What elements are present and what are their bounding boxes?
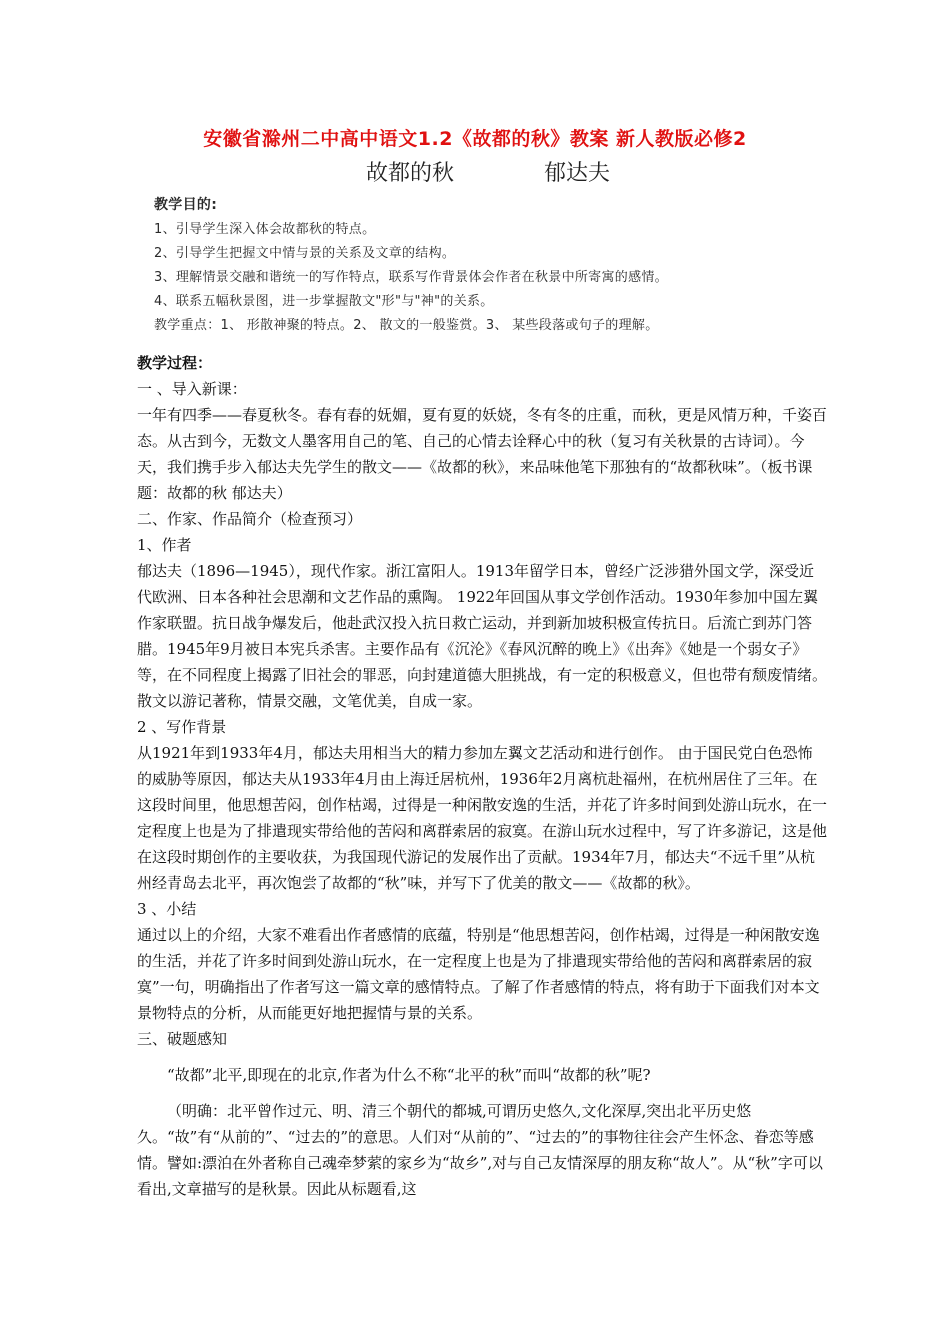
body-paragraph: 一年有四季——春夏秋冬。春有春的妩媚，夏有夏的妖娆，冬有冬的庄重，而秋，更是风情万种，千姿百态。从古到今，无数文人墨客用自己的笔、自己的心情去诠释心中的秋（复习有关秋景的古诗词）。今天，我们携手步入郁达夫先学生的散文——《故都的秋》，来品味他笔下那独有的“故都秋味”。（板书课题：故都的秋 郁达夫）: [137, 406, 828, 502]
key-points-line: 教学重点：1、 形散神聚的特点。2、 散文的一般鉴赏。3、 某些段落或句子的理解。: [154, 318, 659, 333]
body-paragraph: （明确：北平曾作过元、明、清三个朝代的都城,可谓历史悠久,文化深厚,突出北平历史悠久。“故”有“从前的”、“过去的”的意思。人们对“从前的”、“过去的”的事物往往会产生怀念、眷恋等感情。譬如:漂泊在外者称自己魂牵梦萦的家乡为“故乡”,对与自己友情深厚的朋友称“故人”。从“秋”字可以看出,文章描写的是秋景。因此从标题看,这: [137, 1102, 823, 1198]
body-paragraph: 教学过程：: [137, 354, 213, 372]
body-paragraph: 三、破题感知: [137, 1030, 228, 1048]
body-paragraph: 郁达夫（1896—1945），现代作家。浙江富阳人。1913年留学日本，曾经广泛涉猎外国文学，深受近代欧洲、日本各种社会思潮和文艺作品的熏陶。 1922年回国从事文学创作活动。1930年参加中国左翼作家联盟。抗日战争爆发后，他赴武汉投入抗日救亡运动，并到新加坡积极宣传抗日。后流亡到苏门答腊。1945年9月被日本宪兵杀害。主要作品有《沉沦》《春风沉醉的晚上》《出奔》《她是一个弱女子》等，在不同程度上揭露了旧社会的罪恶，向封建道德大胆挑战，有一定的积极意义，但也带有颓废情绪。散文以游记著称，情景交融，文笔优美，自成一家。: [137, 562, 828, 710]
scanned-objectives-image: [140, 156, 780, 338]
body-paragraph: 从1921年到1933年4月，郁达夫用相当大的精力参加左翼文艺活动和进行创作。 由于国民党白色恐怖的威胁等原因，郁达夫从1933年4月由上海迁居杭州，1936年2月离杭赴福州，在杭州居住了三年。在这段时间里，他思想苦闷，创作枯竭，过得是一种闲散安逸的生活，并花了许多时间到处游山玩水，在一定程度上也是为了排遣现实带给他的苦闷和离群索居的寂寞。在游山玩水过程中，写了许多游记，这是他在这段时期创作的主要收获，为我国现代游记的发展作出了贡献。1934年7月，郁达夫“不远千里”从杭州经青岛去北平，再次饱尝了故都的“秋”味，并写下了优美的散文——《故都的秋》。: [137, 744, 828, 892]
body-paragraph: 2 、写作背景: [137, 718, 227, 736]
body-paragraph: 1、作者: [137, 536, 192, 554]
document-title: 安徽省滁州二中高中语文1.2《故都的秋》教案 新人教版必修2: [203, 128, 747, 150]
scan-heading: [140, 156, 780, 186]
body-paragraph: 二、作家、作品简介（检查预习）: [137, 510, 363, 528]
body-paragraph: 通过以上的介绍，大家不难看出作者感情的底蕴，特别是“他思想苦闷，创作枯竭，过得是一种闲散安逸的生活，并花了许多时间到处游山玩水，在一定程度上也是为了排遣现实带给他的苦闷和离群索居的寂寞”一句，明确指出了作者写这一篇文章的感情特点。了解了作者感情的特点，将有助于下面我们对本文景物特点的分析，从而能更好地把握情与景的关系。: [137, 926, 820, 1022]
objective-line: 1、引导学生深入体会故都秋的特点。: [154, 222, 376, 237]
scan-heading-author: 郁达夫: [544, 161, 611, 186]
scan-heading-title: 故都的秋: [366, 161, 455, 186]
body-paragraph: 一 、导入新课：: [137, 380, 247, 398]
objective-line: 2、引导学生把握文中情与景的关系及文章的结构。: [154, 246, 456, 261]
objective-line: 3、理解情景交融和谐统一的写作特点，联系写作背景体会作者在秋景中所寄寓的感情。: [154, 270, 668, 285]
objectives-label: 教学目的:: [154, 197, 218, 213]
lesson-body: [137, 350, 827, 1202]
body-paragraph: “故都”北平,即现在的北京,作者为什么不称“北平的秋”而叫“故都的秋”呢?: [167, 1066, 651, 1084]
objective-line: 4、联系五幅秋景图，进一步掌握散文"形"与"神"的关系。: [154, 294, 494, 309]
body-paragraph: 3 、小结: [137, 900, 197, 918]
